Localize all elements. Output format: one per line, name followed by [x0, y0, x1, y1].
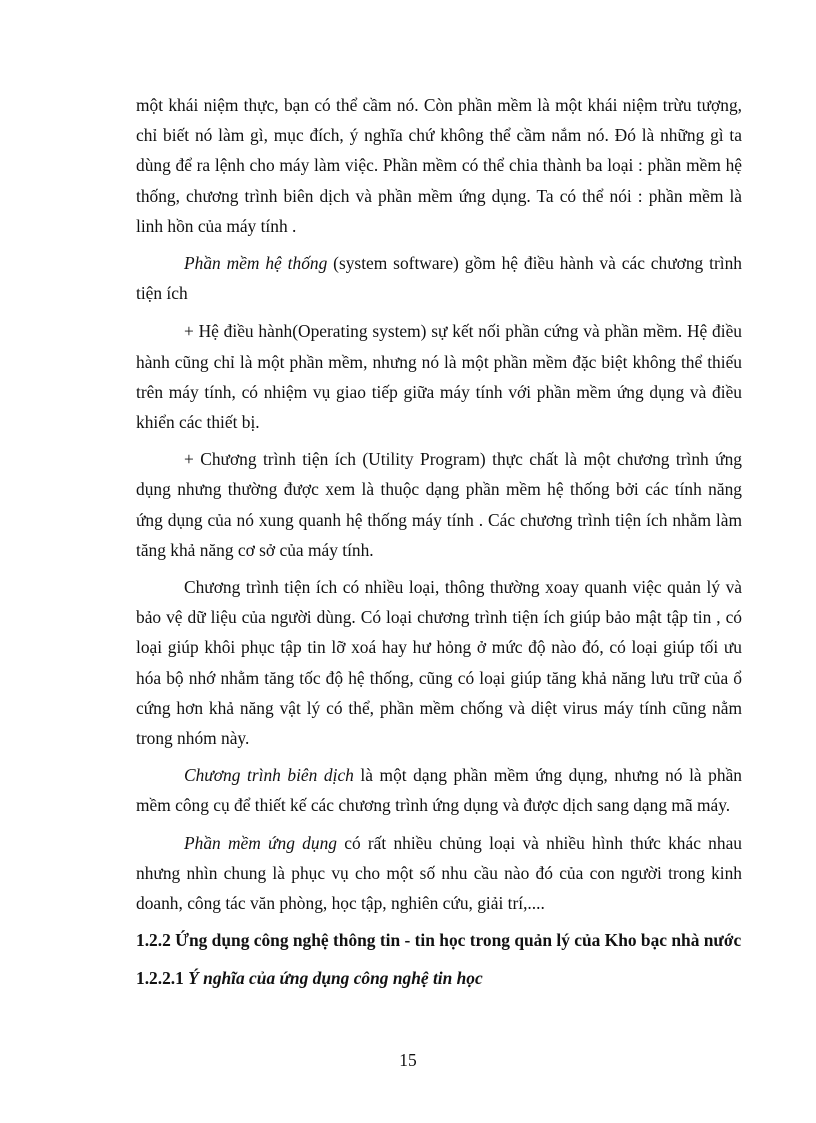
- term-compiler: Chương trình biên dịch: [184, 765, 354, 786]
- paragraph-utility-types: Chương trình tiện ích có nhiều loại, thông thường xoay quanh việc quản lý và bảo vệ dữ liệu của người dùng. Có loại chương trình tiện ích giúp bảo mật tập tin , có loại giúp khôi phục tập tin lỡ xoá hay hư hỏng ở mức độ nào đó, có loại giúp tối ưu hóa bộ nhớ nhằm tăng tốc độ hệ thống, cũng có loại giúp tăng khả năng lưu trữ của ổ cứng hơn khả năng vật lý có thể, phần mềm chống và diệt virus máy tính cũng nằm trong nhóm này.: [136, 577, 742, 749]
- paragraph-compiler-text: là một dạng phần mềm ứng dụng, nhưng nó là phần mềm công cụ để thiết kế các chương trình ứng dụng và được dịch sang dạng mã máy.: [136, 765, 742, 816]
- paragraph-application-software-text: có rất nhiều chủng loại và nhiều hình thức khác nhau nhưng nhìn chung là phục vụ cho một số nhu cầu nào đó của con người trong kinh doanh, công tác văn phòng, học tập, nghiên cứu, giải trí,....: [136, 832, 742, 914]
- section-title: Ý nghĩa của ứng dụng công nghệ tin học: [188, 968, 483, 989]
- paragraph-compiler: [136, 760, 742, 820]
- section-heading-1-2-2: 1.2.2 Ứng dụng công nghệ thông tin - tin học trong quản lý của Kho bạc nhà nước: [136, 930, 742, 951]
- paragraph-operating-system: + Hệ điều hành(Operating system) sự kết nối phần cứng và phần mềm. Hệ điều hành cũng chỉ là một phần mềm, nhưng nó là một phần mềm đặc biệt không thể thiếu trên máy tính, có nhiệm vụ giao tiếp giữa máy tính với phần mềm ứng dụng và điều khiển các thiết bị.: [136, 321, 742, 433]
- paragraph-software-intro: một khái niệm thực, bạn có thể cầm nó. Còn phần mềm là một khái niệm trừu tượng, chỉ biết nó làm gì, mục đích, ý nghĩa chứ không thể cầm nắm nó. Đó là những gì ta dùng để ra lệnh cho máy làm việc. Phần mềm có thể chia thành ba loại : phần mềm hệ thống, chương trình biên dịch và phần mềm ứng dụng. Ta có thể nói : phần mềm là linh hồn của máy tính .: [136, 95, 742, 236]
- paragraph-system-software: [136, 248, 742, 308]
- term-system-software: Phần mềm hệ thống: [184, 253, 328, 274]
- section-number: 1.2.2.1: [136, 968, 189, 989]
- term-application-software: Phần mềm ứng dụng: [184, 832, 337, 853]
- document-page: [136, 90, 742, 994]
- paragraph-utility-program: + Chương trình tiện ích (Utility Program) thực chất là một chương trình ứng dụng nhưng thường được xem là thuộc dạng phần mềm hệ thống bởi các tính năng ứng dụng của nó xung quanh hệ thống máy tính . Các chương trình tiện ích nhằm làm tăng khả năng cơ sở của máy tính.: [136, 449, 742, 560]
- section-heading-1-2-2-1: [136, 963, 742, 993]
- paragraph-system-software-text: (system software) gồm hệ điều hành và các chương trình tiện ích: [136, 253, 742, 304]
- paragraph-application-software: [136, 828, 742, 919]
- page-number: 15: [399, 1050, 417, 1070]
